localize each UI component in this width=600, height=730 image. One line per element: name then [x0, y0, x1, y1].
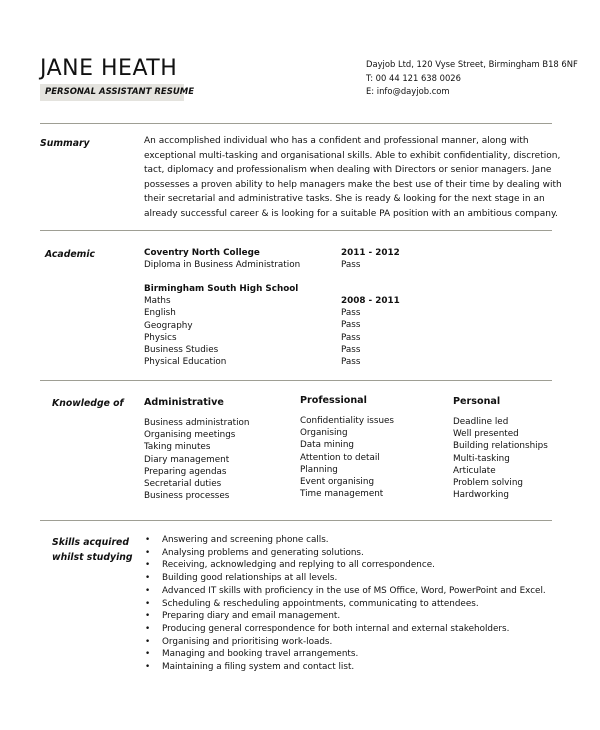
candidate-name: JANE HEATH — [40, 56, 178, 81]
skill-item: • Answering and screening phone calls. — [144, 534, 546, 547]
school-subject: English — [144, 308, 176, 319]
personal-item: Problem solving — [453, 478, 523, 489]
skill-item: • Preparing diary and email management. — [144, 610, 546, 623]
professional-item: Time management — [300, 489, 384, 500]
college-years: 2011 - 2012 — [341, 248, 400, 258]
contact-phone: T: 00 44 121 638 0026 — [366, 72, 461, 83]
personal-item: Multi-tasking — [453, 453, 510, 464]
administrative-item: Business administration — [144, 418, 250, 428]
school-subject: Business Studies — [144, 345, 219, 356]
skills-list — [144, 534, 546, 674]
contact-block — [366, 58, 578, 99]
summary-line: exceptional multi-tasking and organisational skills. Able to exhibit confidentiality, discretion, — [144, 150, 561, 161]
skill-item: • Managing and booking travel arrangements. — [144, 648, 546, 661]
school-subject: Maths — [144, 296, 171, 307]
school-subject: Geography — [144, 320, 193, 331]
professional-item: Organising — [300, 428, 348, 439]
administrative-item: Taking minutes — [144, 442, 211, 453]
knowledge-administrative-column — [144, 397, 250, 502]
administrative-item: Secretarial duties — [144, 479, 222, 490]
professional-item: Event organising — [300, 477, 375, 488]
summary-line: their secretarial and administrative tasks. She is ready & looking for the next stage in an — [144, 194, 545, 205]
resume-subtitle: PERSONAL ASSISTANT RESUME — [40, 84, 184, 101]
school-result: Pass — [341, 357, 361, 368]
section-divider — [40, 123, 552, 124]
knowledge-professional-column — [300, 395, 394, 500]
knowledge-personal-column — [453, 396, 548, 501]
professional-item: Data mining — [300, 440, 354, 451]
administrative-item: Organising meetings — [144, 430, 236, 441]
summary-line: tact, diplomacy and professionalism when dealing with Directors or senior managers. Jane — [144, 165, 552, 176]
summary-label: Summary — [40, 138, 90, 149]
college-course: Diploma in Business Administration — [144, 260, 301, 271]
personal-item: Building relationships — [453, 441, 548, 452]
contact-email: E: info@dayjob.com — [366, 86, 450, 96]
professional-item: Planning — [300, 464, 338, 475]
skill-item: • Receiving, acknowledging and replying to all correspondence. — [144, 559, 546, 572]
college-result: Pass — [341, 260, 361, 271]
academic-college-column — [144, 247, 300, 271]
contact-address: Dayjob Ltd, 120 Vyse Street, Birmingham B18 6NF — [366, 59, 578, 69]
skills-label-line: Skills acquired — [52, 537, 129, 548]
skill-item: • Advanced IT skills with proficiency in the use of MS Office, Word, PowerPoint and Excel. — [144, 585, 546, 598]
section-divider — [40, 520, 552, 521]
professional-item: Attention to detail — [300, 452, 380, 463]
knowledge-label: Knowledge of — [52, 398, 124, 409]
school-result: Pass — [341, 308, 361, 319]
skill-item: • Analysing problems and generating solutions. — [144, 547, 546, 560]
academic-label: Academic — [45, 249, 96, 260]
college-name: Coventry North College — [144, 248, 260, 258]
personal-item: Well presented — [453, 429, 519, 440]
school-result: Pass — [341, 320, 361, 331]
personal-item: Deadline led — [453, 417, 509, 427]
skill-item: • Maintaining a filing system and contact list. — [144, 661, 546, 674]
skills-label-line: whilst studying — [52, 552, 133, 563]
professional-heading: Professional — [300, 395, 367, 406]
administrative-item: Preparing agendas — [144, 466, 227, 477]
section-divider — [40, 230, 552, 231]
skill-item: • Building good relationships at all levels. — [144, 572, 546, 585]
skill-item: • Producing general correspondence for both internal and external stakeholders. — [144, 623, 546, 636]
academic-school-column — [144, 283, 298, 368]
school-result: Pass — [341, 344, 361, 355]
school-subject: Physics — [144, 332, 177, 343]
summary-line: An accomplished individual who has a confident and professional manner, along with — [144, 136, 529, 146]
academic-school-results — [341, 295, 400, 368]
professional-item: Confidentiality issues — [300, 416, 395, 426]
school-name: Birmingham South High School — [144, 284, 299, 294]
personal-heading: Personal — [453, 396, 501, 407]
school-subject: Physical Education — [144, 357, 227, 368]
summary-text — [144, 134, 562, 222]
personal-item: Hardworking — [453, 490, 509, 501]
summary-line: already successful career & is looking for a suitable PA position with an ambitious company. — [144, 208, 558, 219]
personal-item: Articulate — [453, 465, 496, 476]
skill-item: • Scheduling & rescheduling appointments, communicating to attendees. — [144, 598, 546, 611]
section-divider — [40, 380, 552, 381]
administrative-item: Diary management — [144, 454, 230, 465]
school-years: 2008 - 2011 — [341, 296, 400, 306]
academic-college-results — [341, 247, 400, 271]
skills-label — [52, 536, 133, 565]
administrative-heading: Administrative — [144, 397, 224, 408]
school-result: Pass — [341, 332, 361, 343]
administrative-item: Business processes — [144, 491, 230, 502]
skill-item: • Organising and prioritising work-loads. — [144, 636, 546, 649]
summary-line: possesses a proven ability to help managers make the best use of their time by dealing with — [144, 179, 562, 190]
